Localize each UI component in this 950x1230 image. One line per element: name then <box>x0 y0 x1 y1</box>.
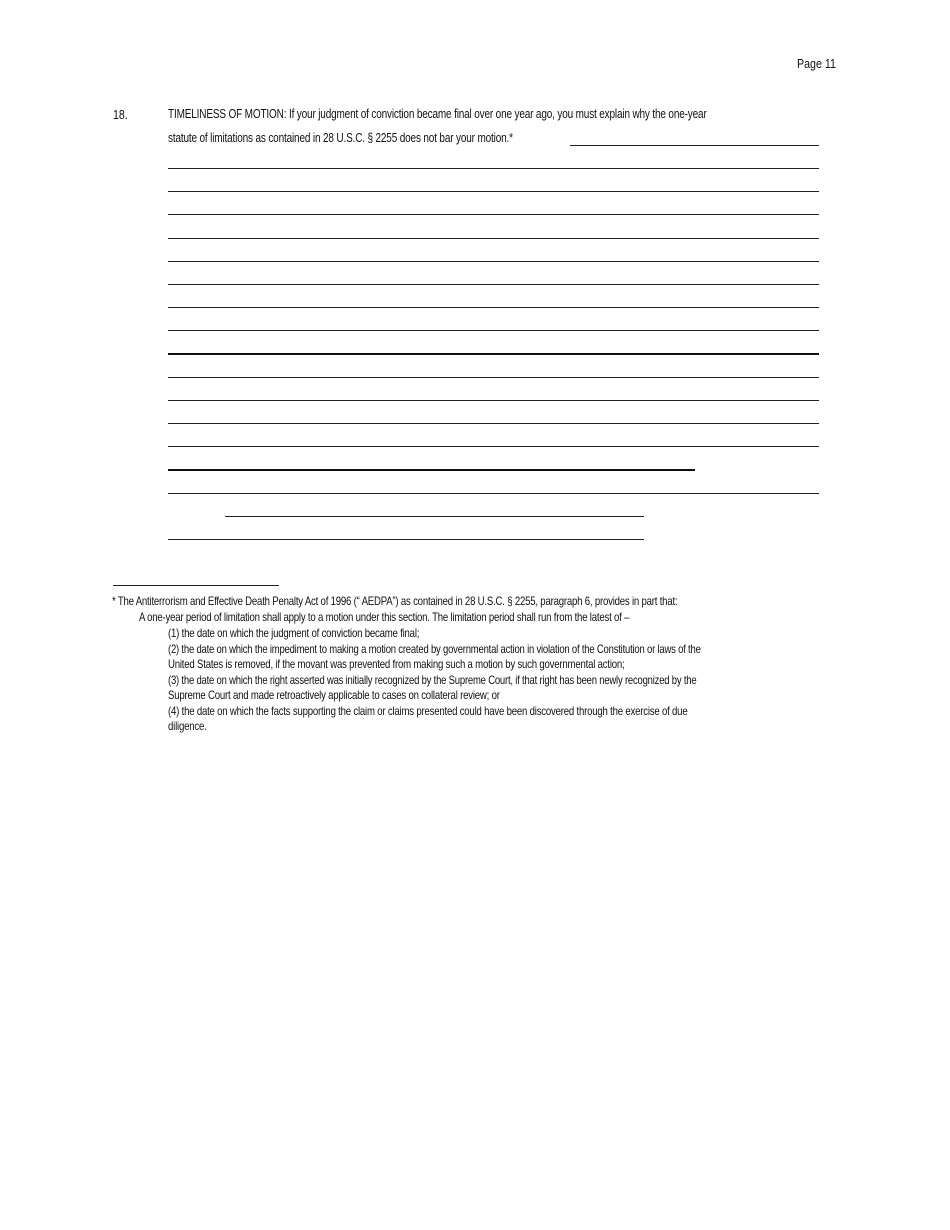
question-text-line-1 <box>168 107 841 121</box>
answer-line[interactable] <box>168 284 819 285</box>
question-number: 18. <box>113 107 128 122</box>
answer-line[interactable] <box>168 539 644 540</box>
answer-line[interactable] <box>168 214 819 215</box>
footnote-item-2a: (2) the date on which the impediment to making a motion created by governmental action in violation of the Constitution or laws of the <box>168 642 701 656</box>
answer-line[interactable] <box>168 493 819 494</box>
answer-line[interactable] <box>570 145 819 146</box>
answer-line[interactable] <box>168 330 819 331</box>
footnote-item-3a: (3) the date on which the right asserted was initially recognized by the Supreme Court, if that right has been newly recognized by the <box>168 673 697 687</box>
footnote-item-4a: (4) the date on which the facts supporting the claim or claims presented could have been discovered through the exercise of due <box>168 704 688 718</box>
answer-line[interactable] <box>168 353 819 355</box>
question-text-line-2 <box>168 131 599 145</box>
answer-line[interactable] <box>168 446 819 447</box>
footnote-item-4b: diligence. <box>168 719 207 733</box>
answer-line[interactable] <box>168 307 819 308</box>
answer-line[interactable] <box>168 168 819 169</box>
question-heading: TIMELINESS OF MOTION: <box>168 107 287 121</box>
footnote-lead: A one-year period of limitation shall apply to a motion under this section. The limitation period shall run from the latest of – <box>139 610 630 624</box>
answer-line[interactable] <box>168 191 819 192</box>
answer-line[interactable] <box>168 400 819 401</box>
footnote-item-3b: Supreme Court and made retroactively applicable to cases on collateral review; or <box>168 688 500 702</box>
answer-line[interactable] <box>168 261 819 262</box>
footnote-item-1: (1) the date on which the judgment of conviction became final; <box>168 626 420 640</box>
answer-line[interactable] <box>225 516 644 517</box>
question-line-2: statute of limitations as contained in 28 U.S.C. § 2255 does not bar your motion.* <box>168 131 513 145</box>
footnote-item-2b: United States is removed, if the movant was prevented from making such a motion by such governmental action; <box>168 657 625 671</box>
answer-line[interactable] <box>168 469 695 471</box>
page-number: Page 11 <box>797 56 836 71</box>
footnote-separator <box>113 585 279 586</box>
question-line-1: If your judgment of conviction became final over one year ago, you must explain why the one-year <box>288 107 707 121</box>
answer-line[interactable] <box>168 377 819 378</box>
answer-line[interactable] <box>168 423 819 424</box>
footnote-intro: * The Antiterrorism and Effective Death Penalty Act of 1996 (“ AEDPA”) as contained in 28 U.S.C. § 2255, paragraph 6, provides in part that: <box>112 594 678 608</box>
answer-line[interactable] <box>168 238 819 239</box>
